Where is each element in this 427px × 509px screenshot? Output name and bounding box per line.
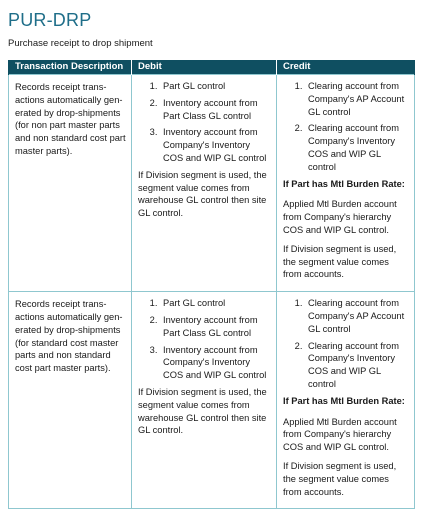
debit-cell [132, 75, 277, 292]
debit-list [138, 297, 271, 382]
debit-note: If Division segment is used, the segment value comes from warehouse GL control then site GL control. [138, 386, 267, 436]
debit-cell [132, 292, 277, 509]
credit-item: 1. Clearing account from Company's AP Account GL control [305, 80, 409, 118]
table-row [9, 75, 415, 292]
credit-item: 2. Clearing account from Company's Inventory COS and WIP GL control [305, 340, 409, 391]
credit-cell [277, 292, 415, 509]
credit-list [283, 80, 409, 174]
debit-item: 2. Inventory account from Part Class GL control [160, 314, 271, 340]
credit-note: Applied Mtl Burden account from Company's hierarchy COS and WIP GL control. [283, 416, 397, 453]
page-subtitle: Purchase receipt to drop shipment [8, 38, 153, 49]
table-header-row [9, 60, 415, 75]
debit-item: 3. Inventory account from Company's Inventory COS and WIP GL control [160, 344, 271, 382]
transaction-description: Records receipt trans-actions automatically gen-erated by drop-shipments (for non part master parts and non standard cost part master parts). [15, 82, 126, 156]
debit-item: 1. Part GL control [160, 297, 271, 310]
header-transaction-description: Transaction Description [9, 60, 132, 75]
debit-list [138, 80, 271, 165]
credit-note: Applied Mtl Burden account from Company's hierarchy COS and WIP GL control. [283, 199, 397, 235]
credit-note: If Division segment is used, the segment value comes from accounts. [283, 460, 397, 497]
credit-burden-heading: If Part has Mtl Burden Rate: [283, 178, 405, 189]
description-cell [9, 75, 132, 292]
debit-item: 1. Part GL control [160, 80, 271, 93]
credit-list [283, 297, 409, 391]
credit-burden-heading: If Part has Mtl Burden Rate: [283, 395, 405, 406]
gl-posting-table [8, 60, 415, 509]
debit-note: If Division segment is used, the segment value comes from warehouse GL control then site GL control. [138, 169, 267, 219]
credit-item: 1. Clearing account from Company's AP Account GL control [305, 297, 409, 335]
header-debit: Debit [132, 60, 277, 75]
debit-item: 2. Inventory account from Part Class GL control [160, 97, 271, 123]
transaction-description: Records receipt trans-actions automatically gen-erated by drop-shipments (for standard cost master parts and non standard cost part master parts). [15, 299, 123, 374]
table-row [9, 292, 415, 509]
header-credit: Credit [277, 60, 415, 75]
credit-note: If Division segment is used, the segment value comes from accounts. [283, 243, 397, 280]
credit-cell [277, 75, 415, 292]
credit-item: 2. Clearing account from Company's Inventory COS and WIP GL control [305, 122, 409, 173]
debit-item: 3. Inventory account from Company's Inventory COS and WIP GL control [160, 126, 271, 164]
description-cell [9, 292, 132, 509]
page-title: PUR-DRP [8, 10, 92, 30]
